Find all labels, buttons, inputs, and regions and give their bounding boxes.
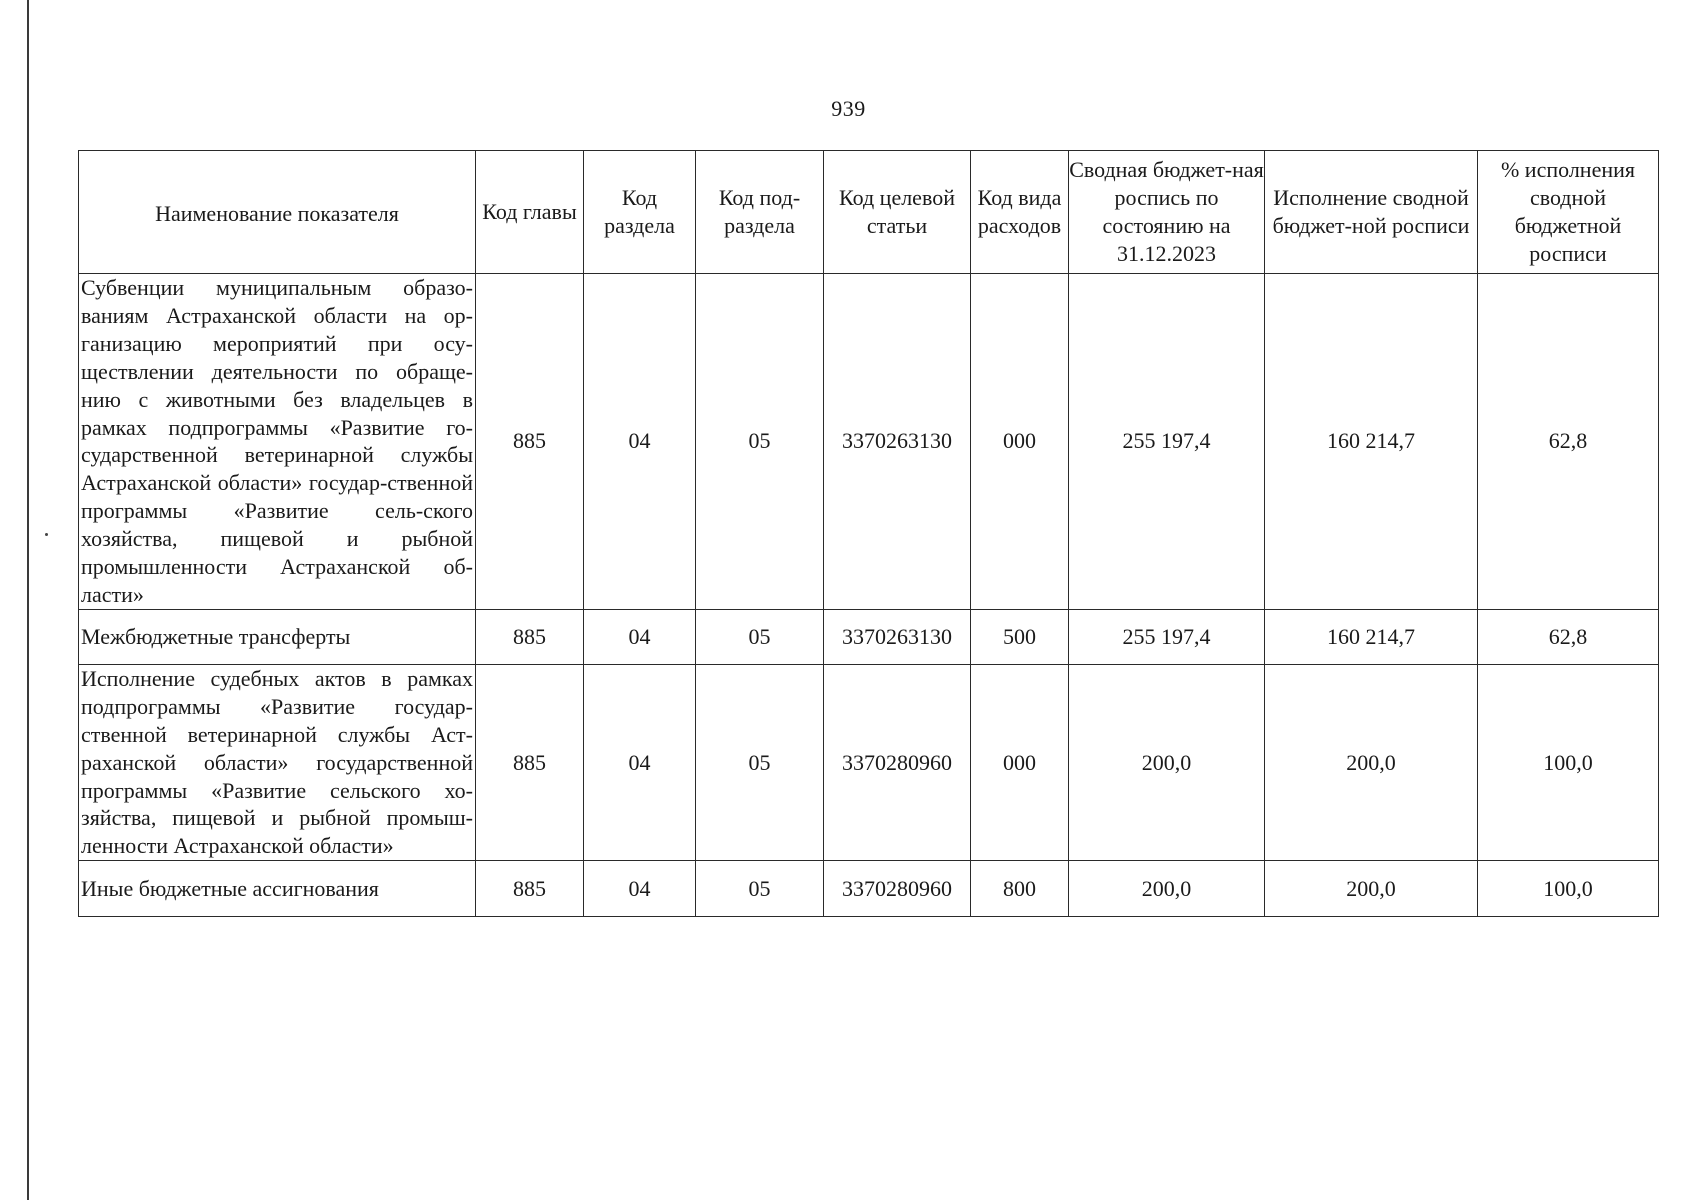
header-target-code: Код целевой статьи [824,151,971,274]
row-execution-percent: 62,8 [1478,609,1659,664]
budget-execution-table [78,150,1659,917]
header-name: Наименование показателя [79,151,476,274]
row-expense-type-code: 800 [971,861,1069,917]
row-planned-budget: 200,0 [1069,861,1265,917]
row-subsection-code: 05 [696,274,824,610]
page-number: 939 [831,96,866,121]
row-name: Субвенции муниципальным образо-ваниям Астраханской области на ор-ганизацию мероприятий при осу-ществлении деятельности по обраще-нию с животными без владельцев в рамках подпрограммы «Развитие го-сударственной ветеринарной службы Астраханской области» государ-ственной программы «Развитие сель-ского хозяйства, пищевой и рыбной промышленности Астраханской об-ласти» [79,274,476,610]
row-executed-budget: 200,0 [1265,861,1478,917]
row-expense-type-code: 000 [971,664,1069,860]
row-chapter-code: 885 [476,609,584,664]
row-executed-budget: 200,0 [1265,664,1478,860]
row-target-code: 3370280960 [824,664,971,860]
row-target-code: 3370263130 [824,274,971,610]
row-section-code: 04 [584,861,696,917]
row-target-code: 3370263130 [824,609,971,664]
row-executed-budget: 160 214,7 [1265,609,1478,664]
row-target-code: 3370280960 [824,861,971,917]
row-subsection-code: 05 [696,861,824,917]
header-planned-budget: Сводная бюджет-ная роспись по состоянию на 31.12.2023 [1069,151,1265,274]
row-subsection-code: 05 [696,609,824,664]
row-execution-percent: 100,0 [1478,861,1659,917]
row-executed-budget: 160 214,7 [1265,274,1478,610]
scan-speck [45,533,48,536]
row-chapter-code: 885 [476,274,584,610]
header-section-code: Код раздела [584,151,696,274]
row-name: Межбюджетные трансферты [79,609,476,664]
binding-edge-line [27,0,29,1200]
header-executed-budget: Исполнение сводной бюджет-ной росписи [1265,151,1478,274]
row-planned-budget: 255 197,4 [1069,609,1265,664]
row-execution-percent: 100,0 [1478,664,1659,860]
row-expense-type-code: 000 [971,274,1069,610]
table-row [79,274,1659,610]
table-row [79,609,1659,664]
row-name: Иные бюджетные ассигнования [79,861,476,917]
row-chapter-code: 885 [476,664,584,860]
header-subsection-code: Код под-раздела [696,151,824,274]
table-row [79,861,1659,917]
row-expense-type-code: 500 [971,609,1069,664]
row-planned-budget: 200,0 [1069,664,1265,860]
row-planned-budget: 255 197,4 [1069,274,1265,610]
table-header-row [79,151,1659,274]
table-row [79,664,1659,860]
row-section-code: 04 [584,274,696,610]
row-subsection-code: 05 [696,664,824,860]
header-expense-type-code: Код вида расходов [971,151,1069,274]
row-section-code: 04 [584,664,696,860]
header-chapter-code: Код главы [476,151,584,274]
header-execution-percent: % исполнения сводной бюджетной росписи [1478,151,1659,274]
row-section-code: 04 [584,609,696,664]
row-chapter-code: 885 [476,861,584,917]
row-name: Исполнение судебных актов в рамках подпрограммы «Развитие государ-ственной ветеринарной службы Аст-раханской области» государственной программы «Развитие сельского хо-зяйства, пищевой и рыбной промыш-ленности Астраханской области» [79,664,476,860]
row-execution-percent: 62,8 [1478,274,1659,610]
